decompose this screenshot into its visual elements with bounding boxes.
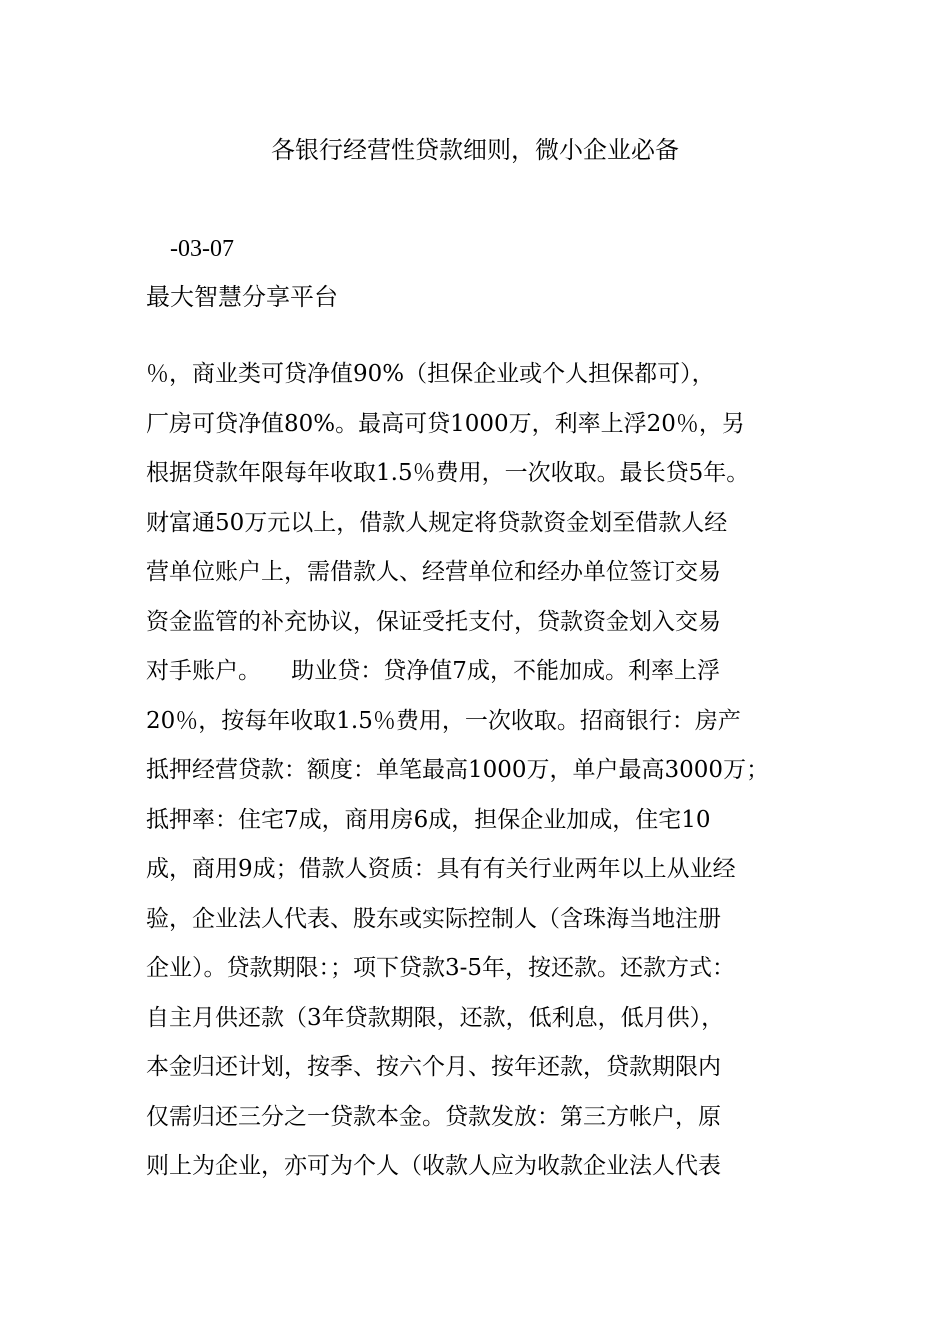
body-line: 营单位账户上，需借款人、经营单位和经办单位签订交易 xyxy=(146,559,721,585)
body-line: 验，企业法人代表、股东或实际控制人（含珠海当地注册 xyxy=(146,905,721,932)
body-line: ％，商业类可贷净值90%（担保企业或个人担保都可）， xyxy=(146,361,715,387)
body-line: 20％，按每年收取1.5％费用，一次收取。招商银行：房产 xyxy=(146,707,741,734)
source-name: 最大智慧分享平台 xyxy=(146,283,338,311)
article-body xyxy=(146,354,826,1196)
document-title: 各银行经营性贷款细则，微小企业必备 xyxy=(271,136,679,164)
body-line: 本金归还计划，按季、按六个月、按年还款，贷款期限内 xyxy=(146,1054,721,1080)
body-line: 抵押经营贷款：额度：单笔最高1000万，单户最高3000万； xyxy=(146,757,770,783)
body-line: 对手账户。 助业贷：贷净值7成，不能加成。利率上浮 xyxy=(146,658,720,684)
body-line: 厂房可贷净值80%。最高可贷1000万，利率上浮20％，另 xyxy=(146,410,745,437)
body-line: 则上为企业，亦可为个人（收款人应为收款企业法人代表 xyxy=(146,1153,721,1179)
body-line: 财富通50万元以上，借款人规定将贷款资金划至借款人经 xyxy=(146,509,728,536)
body-line: 抵押率：住宅7成，商用房6成，担保企业加成，住宅10 xyxy=(146,806,711,833)
body-line: 自主月供还款（3年贷款期限，还款，低利息，低月供）， xyxy=(146,1004,725,1031)
body-line: 仅需归还三分之一贷款本金。贷款发放：第三方帐户，原 xyxy=(146,1103,721,1130)
body-line: 成，商用9成；借款人资质：具有有关行业两年以上从业经 xyxy=(146,856,736,882)
body-line: 企业）。贷款期限：；项下贷款3-5年，按还款。还款方式： xyxy=(146,955,736,981)
body-line: 根据贷款年限每年收取1.5％费用，一次收取。最长贷5年。 xyxy=(146,460,750,486)
publish-date: -03-07 xyxy=(170,236,234,262)
body-line: 资金监管的补充协议，保证受托支付，贷款资金划入交易 xyxy=(146,608,721,635)
